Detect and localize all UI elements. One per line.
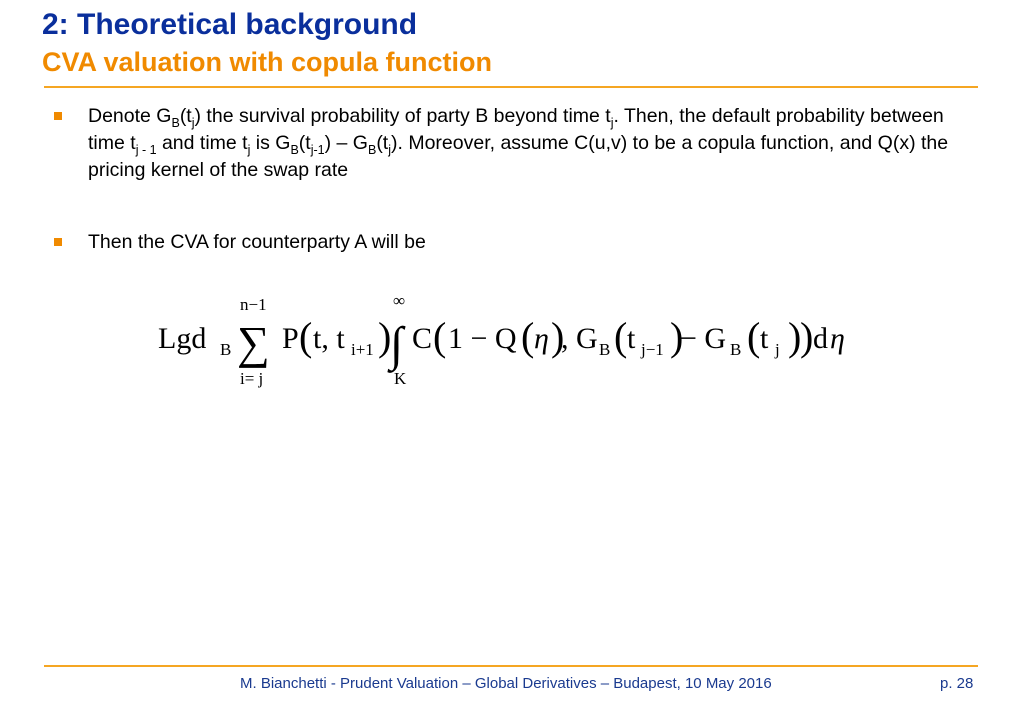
- slide-title: 2: Theoretical background: [42, 8, 418, 41]
- formula-t-subscript: i+1: [351, 340, 374, 359]
- footer-divider: [44, 665, 978, 667]
- formula-paren-open: (: [747, 314, 761, 359]
- bullet-text-part: (t: [376, 132, 389, 154]
- formula-sum-symbol: ∑: [237, 317, 270, 368]
- formula-p: P: [282, 322, 299, 355]
- slide-subtitle: CVA valuation with copula function: [42, 47, 492, 77]
- formula-integral-lower: K: [394, 369, 407, 388]
- bullet-text-part: (t: [298, 132, 311, 154]
- formula-g-subscript: B: [599, 340, 611, 359]
- bullet-text-part: (t: [179, 105, 192, 127]
- formula-d: d: [813, 322, 828, 355]
- formula-t-subscript: j−1: [641, 340, 664, 359]
- formula-eta: η: [534, 322, 549, 355]
- formula-g-subscript: B: [730, 340, 742, 359]
- cva-formula: [150, 288, 870, 398]
- bullet-marker-icon: [54, 238, 62, 246]
- page-number: p. 28: [940, 675, 974, 692]
- subscript: j: [610, 116, 614, 130]
- bullet-text: Then the CVA for counterparty A will be: [88, 231, 426, 253]
- formula-paren-close: ): [551, 314, 565, 359]
- bullet-cva-statement: [88, 229, 978, 256]
- formula-paren-open: (: [299, 314, 313, 359]
- formula-t-args: t, t: [313, 322, 345, 355]
- bullet-text-part: Denote G: [88, 105, 172, 127]
- subscript: j-1: [310, 143, 325, 157]
- formula-paren-open: (: [433, 314, 447, 359]
- subscript: B: [290, 143, 299, 157]
- subscript: j - 1: [135, 143, 157, 157]
- formula-paren-close: ): [800, 314, 814, 359]
- bullet-text-part: ) the survival probability of party B beyond time t: [194, 105, 611, 127]
- formula-t-subscript: j: [775, 340, 780, 359]
- formula-sum-lower: i= j: [240, 369, 264, 388]
- subscript: B: [171, 116, 180, 130]
- bullet-text-part: and time t: [156, 132, 248, 154]
- formula-minus-g: − G: [680, 322, 727, 355]
- formula-lgd: Lgd: [158, 322, 207, 355]
- formula-integral-upper: ∞: [393, 291, 406, 310]
- bullet-text-part: . Then, the default probability between time t: [88, 105, 944, 154]
- formula-comma-g: , G: [561, 322, 598, 355]
- bullet-survival-probability: [88, 103, 978, 184]
- bullet-text-part: ). Moreover, assume C(u,v) to be a copula function, and Q(x) the pricing kernel of the swap rate: [88, 132, 949, 181]
- formula-one-minus-q: 1 − Q: [448, 322, 517, 355]
- formula-integral-symbol: ∫: [390, 318, 404, 371]
- formula-paren-close: ): [378, 314, 392, 359]
- footer-citation: M. Bianchetti - Prudent Valuation – Global Derivatives – Budapest, 10 May 2016: [240, 675, 772, 692]
- formula-t: t: [627, 322, 636, 355]
- cva-formula-svg: [150, 288, 870, 398]
- subscript: j: [191, 116, 195, 130]
- formula-sum-upper: n−1: [240, 295, 267, 314]
- subscript: j: [247, 143, 251, 157]
- bullet-text-part: ) – G: [324, 132, 368, 154]
- bullet-text-part: is G: [250, 132, 291, 154]
- formula-paren-close: ): [670, 314, 684, 359]
- formula-lgd-subscript: B: [220, 340, 232, 359]
- formula-paren-open: (: [614, 314, 628, 359]
- subscript: j: [388, 143, 392, 157]
- header-divider: [44, 86, 978, 88]
- formula-eta: η: [830, 322, 845, 355]
- formula-paren-open: (: [521, 314, 535, 359]
- subscript: B: [367, 143, 377, 157]
- formula-t: t: [760, 322, 769, 355]
- bullet-marker-icon: [54, 112, 62, 120]
- formula-c: C: [412, 322, 433, 355]
- formula-paren-close: ): [788, 314, 802, 359]
